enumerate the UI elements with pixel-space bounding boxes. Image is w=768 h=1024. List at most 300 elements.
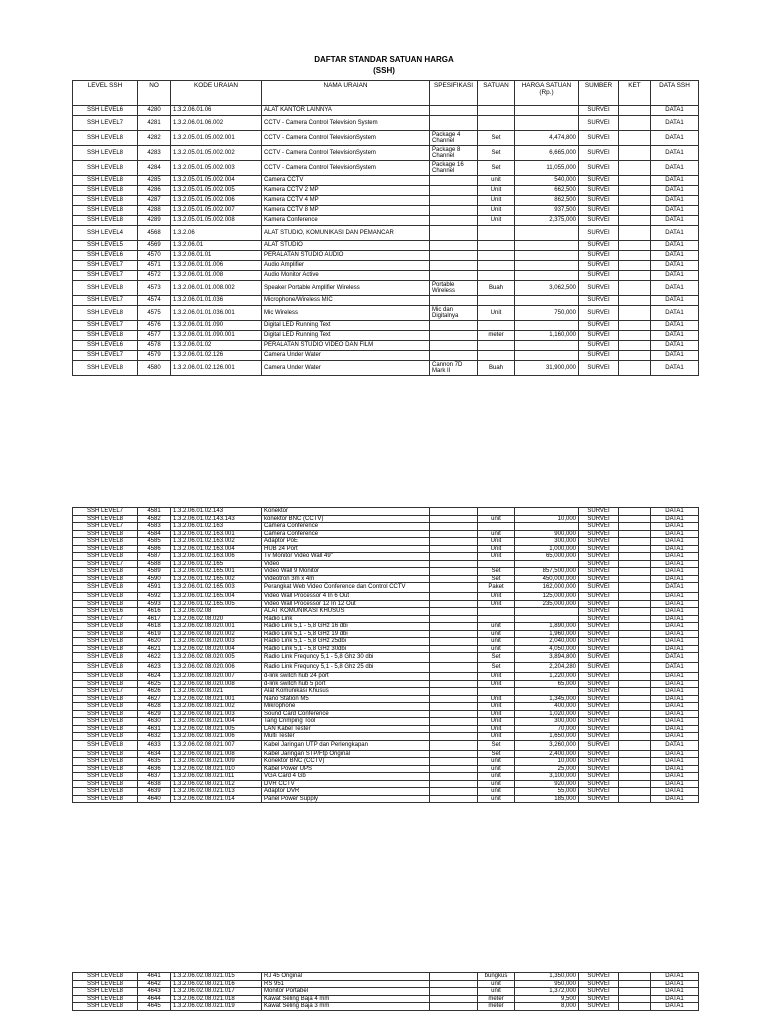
cell-nama-uraian: Camera Conference <box>262 523 430 531</box>
cell-kode-uraian: 1.3.2.06.01.06 <box>171 106 262 116</box>
cell-satuan: Unit <box>478 545 515 553</box>
cell-satuan <box>478 321 515 331</box>
cell-level-ssh: SSH LEVEL8 <box>73 306 138 321</box>
header-spesifikasi: SPESIFIKASI <box>430 81 478 106</box>
cell-level-ssh: SSH LEVEL8 <box>73 600 138 608</box>
cell-spesifikasi <box>430 980 478 988</box>
cell-kode-uraian: 1.3.2.06.01.01.008.002 <box>171 281 262 296</box>
cell-spesifikasi <box>430 553 478 561</box>
cell-harga-satuan: 70,000 <box>515 725 579 733</box>
header-satuan: SATUAN <box>478 81 515 106</box>
cell-ket <box>619 508 651 516</box>
cell-spesifikasi <box>430 331 478 341</box>
cell-spesifikasi: Cannon 7D Mark II <box>430 361 478 376</box>
cell-satuan: Set <box>478 750 515 758</box>
cell-data-ssh: DATA1 <box>651 196 699 206</box>
cell-satuan <box>478 508 515 516</box>
cell-nama-uraian: Kabel Jaringan UTP dan Perlengkapan <box>262 740 430 750</box>
table-row <box>73 106 699 116</box>
cell-no: 4280 <box>138 106 171 116</box>
cell-no: 4617 <box>138 615 171 623</box>
cell-ket <box>619 980 651 988</box>
cell-level-ssh: SSH LEVEL8 <box>73 695 138 703</box>
cell-no: 4587 <box>138 553 171 561</box>
cell-ket <box>619 251 651 261</box>
table-row <box>73 980 699 988</box>
cell-spesifikasi <box>430 718 478 726</box>
cell-sumber: SURVEI <box>579 321 619 331</box>
cell-sumber: SURVEI <box>579 281 619 296</box>
cell-data-ssh: DATA1 <box>651 545 699 553</box>
cell-kode-uraian: 1.3.2.06.01.02.165 <box>171 560 262 568</box>
cell-nama-uraian: Tv Monitor Video Wall 49" <box>262 553 430 561</box>
cell-harga-satuan: 937,500 <box>515 206 579 216</box>
cell-level-ssh: SSH LEVEL7 <box>73 351 138 361</box>
cell-data-ssh: DATA1 <box>651 241 699 251</box>
cell-sumber: SURVEI <box>579 146 619 161</box>
document-title: DAFTAR STANDAR SATUAN HARGA <box>314 55 454 64</box>
cell-nama-uraian: d-link switch hub 5 port <box>262 680 430 688</box>
cell-nama-uraian: HUB 24 Port <box>262 545 430 553</box>
cell-no: 4589 <box>138 568 171 576</box>
cell-nama-uraian: Video Wall 9 Monitor <box>262 568 430 576</box>
cell-no: 4287 <box>138 196 171 206</box>
cell-data-ssh: DATA1 <box>651 553 699 561</box>
table-row <box>73 131 699 146</box>
cell-nama-uraian: Mic Wireless <box>262 306 430 321</box>
cell-no: 4630 <box>138 718 171 726</box>
cell-satuan: unit <box>478 530 515 538</box>
cell-level-ssh: SSH LEVEL8 <box>73 780 138 788</box>
table-row <box>73 615 699 623</box>
table-row <box>73 673 699 681</box>
cell-spesifikasi <box>430 710 478 718</box>
cell-satuan: meter <box>478 331 515 341</box>
cell-sumber: SURVEI <box>579 306 619 321</box>
cell-data-ssh: DATA1 <box>651 321 699 331</box>
cell-spesifikasi <box>430 725 478 733</box>
cell-satuan <box>478 341 515 351</box>
cell-nama-uraian: Kawat Seling Baja 4 mm <box>262 995 430 1003</box>
cell-sumber: SURVEI <box>579 600 619 608</box>
cell-ket <box>619 630 651 638</box>
cell-no: 4585 <box>138 538 171 546</box>
cell-ket <box>619 583 651 593</box>
cell-nama-uraian: Panel Power Supply <box>262 795 430 803</box>
cell-harga-satuan <box>515 241 579 251</box>
cell-kode-uraian: 1.3.2.06 <box>171 226 262 241</box>
cell-nama-uraian: Kamera CCTV 8 MP <box>262 206 430 216</box>
cell-spesifikasi <box>430 600 478 608</box>
cell-ket <box>619 568 651 576</box>
table-row <box>73 146 699 161</box>
cell-data-ssh: DATA1 <box>651 673 699 681</box>
cell-kode-uraian: 1.3.2.06.02.08.021.017 <box>171 988 262 996</box>
cell-nama-uraian: CCTV - Camera Control TelevisionSystem <box>262 131 430 146</box>
cell-ket <box>619 638 651 646</box>
cell-sumber: SURVEI <box>579 361 619 376</box>
cell-data-ssh: DATA1 <box>651 623 699 631</box>
cell-no: 4642 <box>138 980 171 988</box>
cell-no: 4283 <box>138 146 171 161</box>
cell-level-ssh: SSH LEVEL8 <box>73 575 138 583</box>
document-subtitle: (SSH) <box>373 66 395 75</box>
cell-spesifikasi: Package 4 Channel <box>430 131 478 146</box>
table-row <box>73 575 699 583</box>
cell-nama-uraian: Alat Komunikasi Khusus <box>262 688 430 696</box>
cell-kode-uraian: 1.3.2.06.02.08.021.014 <box>171 795 262 803</box>
cell-harga-satuan: 185,000 <box>515 795 579 803</box>
cell-data-ssh: DATA1 <box>651 758 699 766</box>
cell-no: 4578 <box>138 341 171 351</box>
cell-satuan: Buah <box>478 281 515 296</box>
cell-spesifikasi <box>430 538 478 546</box>
cell-data-ssh: DATA1 <box>651 176 699 186</box>
cell-harga-satuan <box>515 261 579 271</box>
cell-harga-satuan: 3,062,500 <box>515 281 579 296</box>
cell-nama-uraian: Kamera CCTV 4 MP <box>262 196 430 206</box>
cell-no: 4643 <box>138 988 171 996</box>
cell-data-ssh: DATA1 <box>651 351 699 361</box>
cell-harga-satuan: 235,000,000 <box>515 600 579 608</box>
cell-kode-uraian: 1.3.2.06.02.08.021.019 <box>171 1003 262 1011</box>
cell-data-ssh: DATA1 <box>651 361 699 376</box>
cell-harga-satuan: 1,160,000 <box>515 331 579 341</box>
cell-no: 4590 <box>138 575 171 583</box>
cell-sumber: SURVEI <box>579 593 619 601</box>
cell-data-ssh: DATA1 <box>651 718 699 726</box>
cell-kode-uraian: 1.3.2.06.01.02.163.002 <box>171 538 262 546</box>
cell-no: 4622 <box>138 653 171 663</box>
cell-harga-satuan: 3,894,800 <box>515 653 579 663</box>
cell-sumber: SURVEI <box>579 718 619 726</box>
table-row <box>73 560 699 568</box>
cell-nama-uraian: Video Wall Processor 12 In 12 Out <box>262 600 430 608</box>
cell-harga-satuan: 1,960,000 <box>515 630 579 638</box>
cell-harga-satuan: 65,000 <box>515 680 579 688</box>
cell-nama-uraian: Radio Link 5,1 - 5,8 GHz 16 dbi <box>262 623 430 631</box>
cell-sumber: SURVEI <box>579 663 619 673</box>
cell-no: 4591 <box>138 583 171 593</box>
cell-harga-satuan <box>515 341 579 351</box>
cell-level-ssh: SSH LEVEL8 <box>73 710 138 718</box>
cell-ket <box>619 780 651 788</box>
cell-sumber: SURVEI <box>579 226 619 241</box>
cell-nama-uraian: d-link switch hub 24 port <box>262 673 430 681</box>
cell-satuan: unit <box>478 765 515 773</box>
table-row <box>73 176 699 186</box>
table-row <box>73 593 699 601</box>
cell-satuan: Set <box>478 575 515 583</box>
table-row <box>73 241 699 251</box>
cell-harga-satuan: 1,372,000 <box>515 988 579 996</box>
cell-nama-uraian: Perangkat Web Video Conference dan Control CCTV <box>262 583 430 593</box>
cell-sumber: SURVEI <box>579 765 619 773</box>
cell-ket <box>619 196 651 206</box>
cell-kode-uraian: 1.3.2.06.01 <box>171 241 262 251</box>
cell-spesifikasi <box>430 680 478 688</box>
cell-ket <box>619 740 651 750</box>
cell-spesifikasi <box>430 296 478 306</box>
cell-data-ssh: DATA1 <box>651 773 699 781</box>
cell-level-ssh: SSH LEVEL8 <box>73 733 138 741</box>
cell-kode-uraian: 1.3.2.06.01.02.165.002 <box>171 575 262 583</box>
cell-kode-uraian: 1.3.2.06.02.08.021.018 <box>171 995 262 1003</box>
cell-level-ssh: SSH LEVEL8 <box>73 750 138 758</box>
cell-ket <box>619 351 651 361</box>
cell-harga-satuan: 125,000,000 <box>515 593 579 601</box>
cell-nama-uraian: Radio Link 5,1 - 5,8 GHz 30dbi <box>262 645 430 653</box>
cell-kode-uraian: 1.3.2.06.02.08.020 <box>171 615 262 623</box>
cell-sumber: SURVEI <box>579 758 619 766</box>
cell-data-ssh: DATA1 <box>651 688 699 696</box>
cell-sumber: SURVEI <box>579 1003 619 1011</box>
cell-level-ssh: SSH LEVEL6 <box>73 251 138 261</box>
cell-harga-satuan: 65,000,000 <box>515 553 579 561</box>
cell-no: 4576 <box>138 321 171 331</box>
cell-satuan: Set <box>478 653 515 663</box>
cell-sumber: SURVEI <box>579 296 619 306</box>
cell-spesifikasi <box>430 261 478 271</box>
cell-nama-uraian: CCTV - Camera Control TelevisionSystem <box>262 146 430 161</box>
cell-satuan: Set <box>478 740 515 750</box>
cell-nama-uraian: Adaptor DVR <box>262 788 430 796</box>
cell-no: 4289 <box>138 216 171 226</box>
cell-kode-uraian: 1.3.2.06.01.01 <box>171 251 262 261</box>
cell-no: 4638 <box>138 780 171 788</box>
cell-nama-uraian: Konektor BNC (CCTV) <box>262 758 430 766</box>
cell-satuan: Unit <box>478 695 515 703</box>
cell-kode-uraian: 1.3.2.06.02.08.021.007 <box>171 740 262 750</box>
table-row <box>73 988 699 996</box>
cell-level-ssh: SSH LEVEL8 <box>73 623 138 631</box>
cell-harga-satuan: 4,474,800 <box>515 131 579 146</box>
cell-data-ssh: DATA1 <box>651 161 699 176</box>
cell-ket <box>619 161 651 176</box>
cell-harga-satuan <box>515 615 579 623</box>
cell-satuan: Paket <box>478 583 515 593</box>
cell-kode-uraian: 1.3.2.06.02.08.021.006 <box>171 733 262 741</box>
cell-kode-uraian: 1.3.2.06.02.08.020.004 <box>171 645 262 653</box>
cell-satuan <box>478 116 515 131</box>
table-row <box>73 645 699 653</box>
cell-satuan: meter <box>478 995 515 1003</box>
cell-data-ssh: DATA1 <box>651 1003 699 1011</box>
table-row <box>73 226 699 241</box>
cell-ket <box>619 718 651 726</box>
cell-sumber: SURVEI <box>579 795 619 803</box>
cell-ket <box>619 176 651 186</box>
cell-satuan <box>478 608 515 616</box>
cell-spesifikasi <box>430 688 478 696</box>
cell-level-ssh: SSH LEVEL8 <box>73 718 138 726</box>
cell-sumber: SURVEI <box>579 973 619 981</box>
cell-no: 4583 <box>138 523 171 531</box>
cell-ket <box>619 560 651 568</box>
cell-harga-satuan: 1,220,000 <box>515 673 579 681</box>
cell-kode-uraian: 1.3.2.06.01.02.165.001 <box>171 568 262 576</box>
cell-sumber: SURVEI <box>579 630 619 638</box>
cell-level-ssh: SSH LEVEL8 <box>73 673 138 681</box>
cell-ket <box>619 688 651 696</box>
cell-data-ssh: DATA1 <box>651 980 699 988</box>
cell-nama-uraian: Kabel Jaringan STP/Ftp Original <box>262 750 430 758</box>
cell-sumber: SURVEI <box>579 251 619 261</box>
cell-nama-uraian: Audio Monitor Active <box>262 271 430 281</box>
cell-level-ssh: SSH LEVEL8 <box>73 653 138 663</box>
cell-level-ssh: SSH LEVEL8 <box>73 765 138 773</box>
cell-level-ssh: SSH LEVEL8 <box>73 795 138 803</box>
cell-ket <box>619 765 651 773</box>
cell-no: 4637 <box>138 773 171 781</box>
cell-satuan: Unit <box>478 306 515 321</box>
cell-level-ssh: SSH LEVEL8 <box>73 680 138 688</box>
cell-sumber: SURVEI <box>579 196 619 206</box>
cell-sumber: SURVEI <box>579 508 619 516</box>
cell-harga-satuan: 8,000 <box>515 1003 579 1011</box>
table-row <box>73 206 699 216</box>
cell-ket <box>619 653 651 663</box>
cell-spesifikasi: Mic dan Digitalnya <box>430 306 478 321</box>
cell-kode-uraian: 1.3.2.06.02.08.021.004 <box>171 718 262 726</box>
cell-satuan: unit <box>478 638 515 646</box>
cell-kode-uraian: 1.3.2.06.01.02.165.005 <box>171 600 262 608</box>
cell-level-ssh: SSH LEVEL8 <box>73 530 138 538</box>
cell-nama-uraian: Adaptor PoE <box>262 538 430 546</box>
cell-nama-uraian: Camera Under Water <box>262 351 430 361</box>
table-row <box>73 703 699 711</box>
cell-data-ssh: DATA1 <box>651 306 699 321</box>
cell-data-ssh: DATA1 <box>651 186 699 196</box>
cell-level-ssh: SSH LEVEL8 <box>73 980 138 988</box>
cell-data-ssh: DATA1 <box>651 560 699 568</box>
cell-satuan: Unit <box>478 600 515 608</box>
cell-spesifikasi <box>430 241 478 251</box>
cell-ket <box>619 361 651 376</box>
cell-nama-uraian: Digital LED Running Text <box>262 321 430 331</box>
cell-ket <box>619 146 651 161</box>
cell-kode-uraian: 1.3.2.06.02.08.021.009 <box>171 758 262 766</box>
cell-sumber: SURVEI <box>579 271 619 281</box>
cell-harga-satuan <box>515 271 579 281</box>
cell-data-ssh: DATA1 <box>651 695 699 703</box>
cell-level-ssh: SSH LEVEL8 <box>73 758 138 766</box>
cell-satuan <box>478 615 515 623</box>
cell-spesifikasi <box>430 663 478 673</box>
cell-harga-satuan: 3,260,000 <box>515 740 579 750</box>
cell-harga-satuan: 1,890,000 <box>515 623 579 631</box>
table-row <box>73 530 699 538</box>
cell-level-ssh: SSH LEVEL8 <box>73 281 138 296</box>
cell-spesifikasi <box>430 630 478 638</box>
cell-ket <box>619 131 651 146</box>
cell-spesifikasi <box>430 623 478 631</box>
table-header-row <box>73 81 699 106</box>
cell-ket <box>619 733 651 741</box>
cell-spesifikasi <box>430 545 478 553</box>
cell-no: 4588 <box>138 560 171 568</box>
cell-data-ssh: DATA1 <box>651 106 699 116</box>
cell-harga-satuan: 10,000 <box>515 515 579 523</box>
cell-kode-uraian: 1.3.2.06.01.02.126 <box>171 351 262 361</box>
cell-kode-uraian: 1.3.2.06.01.02.165.004 <box>171 593 262 601</box>
cell-harga-satuan <box>515 688 579 696</box>
cell-kode-uraian: 1.3.2.06.02.08.021.013 <box>171 788 262 796</box>
cell-nama-uraian: Camera CCTV <box>262 176 430 186</box>
cell-nama-uraian: VGA Card 4 Gb <box>262 773 430 781</box>
cell-spesifikasi <box>430 568 478 576</box>
cell-sumber: SURVEI <box>579 638 619 646</box>
cell-spesifikasi <box>430 106 478 116</box>
cell-no: 4636 <box>138 765 171 773</box>
cell-kode-uraian: 1.3.2.05.01.05.002.007 <box>171 206 262 216</box>
cell-nama-uraian: ALAT KOMUNIKASI KHUSUS <box>262 608 430 616</box>
cell-satuan <box>478 241 515 251</box>
cell-no: 4580 <box>138 361 171 376</box>
cell-satuan <box>478 351 515 361</box>
cell-no: 4632 <box>138 733 171 741</box>
cell-spesifikasi <box>430 758 478 766</box>
cell-spesifikasi <box>430 530 478 538</box>
cell-satuan: unit <box>478 788 515 796</box>
cell-satuan: Unit <box>478 710 515 718</box>
cell-nama-uraian: ALAT STUDIO <box>262 241 430 251</box>
header-kode-uraian: KODE URAIAN <box>171 81 262 106</box>
cell-harga-satuan: 2,400,000 <box>515 750 579 758</box>
cell-harga-satuan: 1,020,000 <box>515 710 579 718</box>
table-row <box>73 186 699 196</box>
table-row <box>73 740 699 750</box>
table-row <box>73 718 699 726</box>
cell-sumber: SURVEI <box>579 995 619 1003</box>
cell-sumber: SURVEI <box>579 161 619 176</box>
cell-no: 4577 <box>138 331 171 341</box>
cell-no: 4584 <box>138 530 171 538</box>
cell-satuan <box>478 261 515 271</box>
cell-data-ssh: DATA1 <box>651 131 699 146</box>
cell-spesifikasi <box>430 788 478 796</box>
cell-data-ssh: DATA1 <box>651 615 699 623</box>
cell-sumber: SURVEI <box>579 131 619 146</box>
cell-spesifikasi <box>430 186 478 196</box>
cell-kode-uraian: 1.3.2.06.02.08.021.001 <box>171 695 262 703</box>
cell-no: 4593 <box>138 600 171 608</box>
cell-spesifikasi <box>430 593 478 601</box>
cell-sumber: SURVEI <box>579 695 619 703</box>
cell-satuan: Set <box>478 663 515 673</box>
cell-harga-satuan: 750,000 <box>515 306 579 321</box>
cell-nama-uraian: Konektor <box>262 508 430 516</box>
cell-sumber: SURVEI <box>579 530 619 538</box>
cell-satuan: unit <box>478 515 515 523</box>
cell-nama-uraian: Kamera CCTV 2 MP <box>262 186 430 196</box>
cell-no: 4631 <box>138 725 171 733</box>
table-row <box>73 271 699 281</box>
cell-ket <box>619 593 651 601</box>
cell-ket <box>619 538 651 546</box>
cell-harga-satuan <box>515 226 579 241</box>
cell-ket <box>619 600 651 608</box>
header-nama-uraian: NAMA URAIAN <box>262 81 430 106</box>
cell-level-ssh: SSH LEVEL8 <box>73 568 138 576</box>
cell-level-ssh: SSH LEVEL8 <box>73 545 138 553</box>
cell-harga-satuan: 1,650,000 <box>515 733 579 741</box>
cell-sumber: SURVEI <box>579 351 619 361</box>
header-harga-satuan: HARGA SATUAN (Rp.) <box>515 81 579 106</box>
cell-spesifikasi <box>430 988 478 996</box>
cell-level-ssh: SSH LEVEL8 <box>73 583 138 593</box>
cell-nama-uraian: CCTV - Camera Control TelevisionSystem <box>262 161 430 176</box>
